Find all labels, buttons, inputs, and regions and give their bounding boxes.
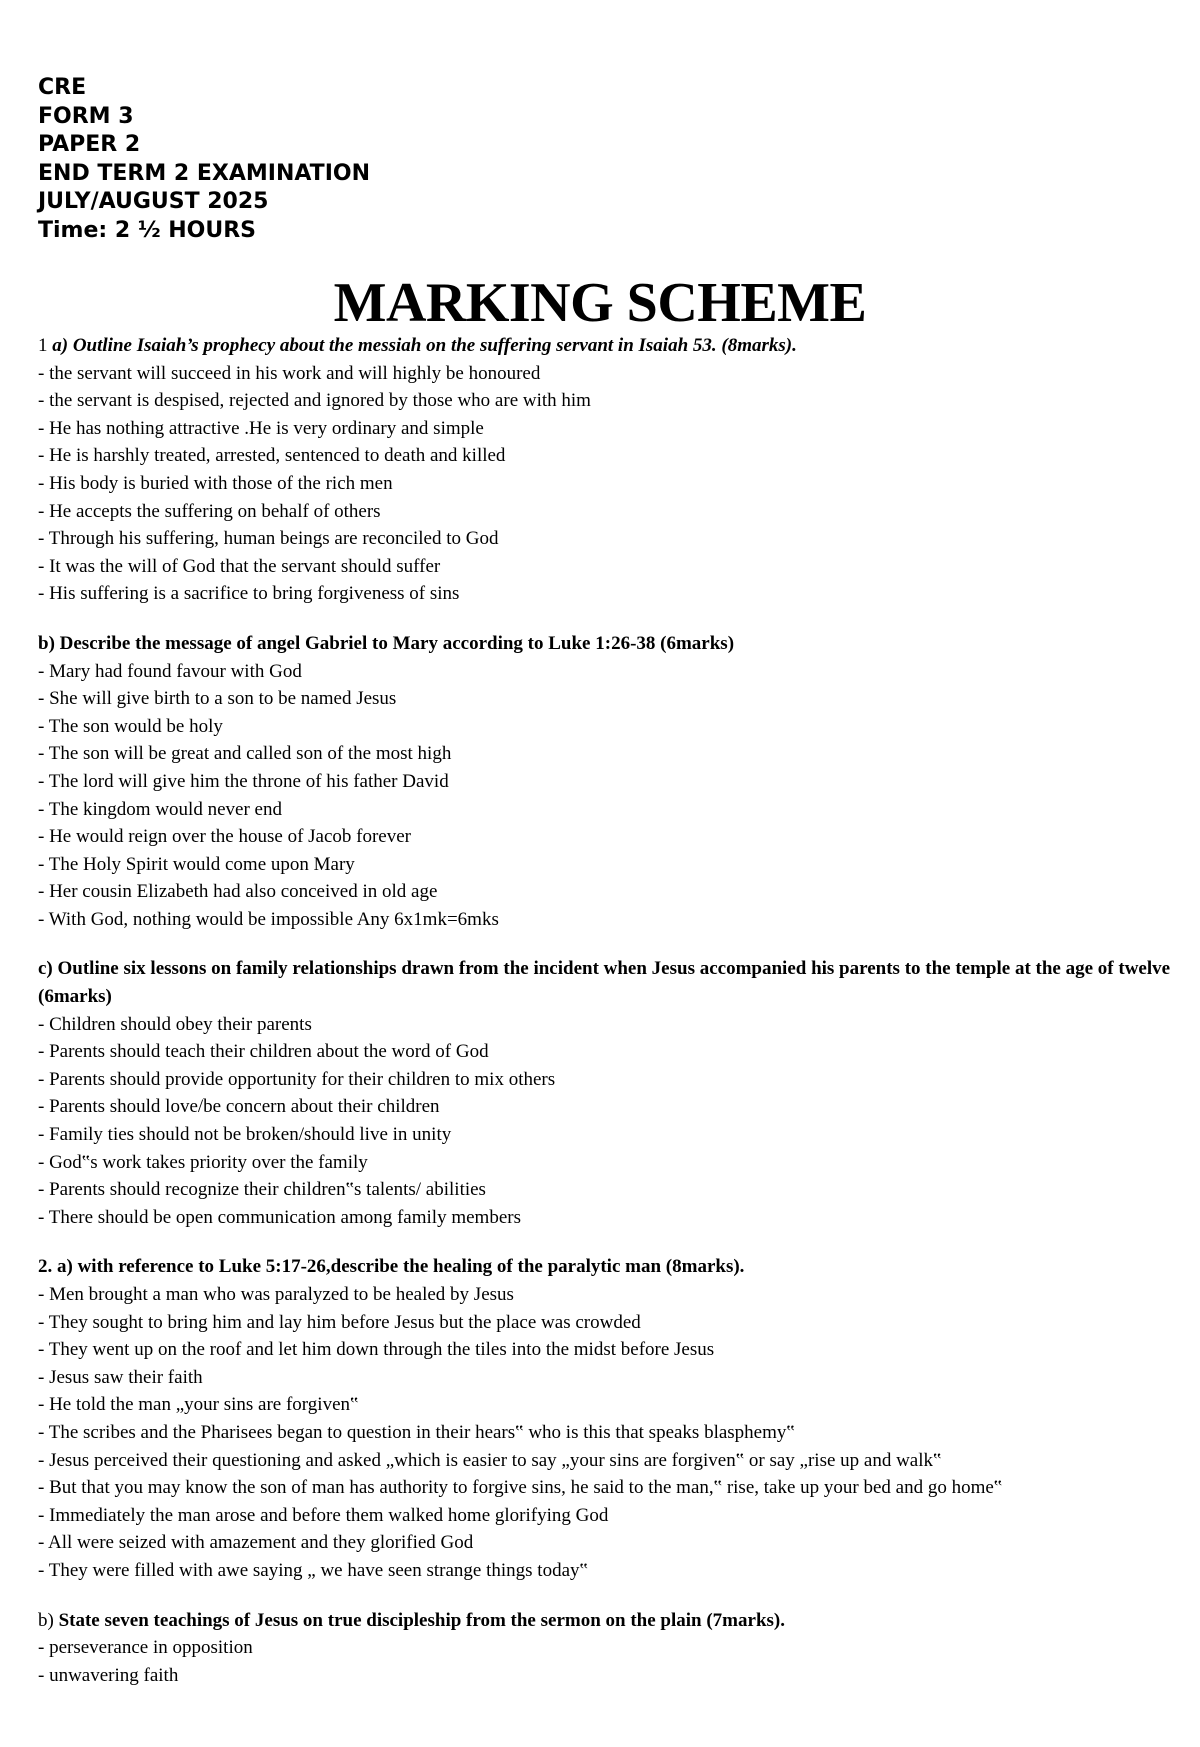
answer-line: - Immediately the man arose and before them walked home glorifying God: [38, 1504, 609, 1526]
answer-line: - God‟s work takes priority over the family: [38, 1151, 368, 1173]
answer-line: - He accepts the suffering on behalf of others: [38, 500, 381, 522]
answer-line: - With God, nothing would be impossible Any 6x1mk=6mks: [38, 908, 499, 930]
answer-line: - They were filled with awe saying „ we have seen strange things today‟: [38, 1559, 588, 1581]
answer-line: - Through his suffering, human beings are reconciled to God: [38, 528, 499, 550]
answer-line: - The son would be holy: [38, 715, 223, 737]
question-1a: [38, 332, 1178, 360]
marking-scheme-body: [38, 332, 1178, 1689]
question-2a: 2. a) with reference to Luke 5:17-26,describe the healing of the paralytic man (8marks).: [38, 1256, 745, 1278]
answer-line: - Parents should recognize their children‟s talents/ abilities: [38, 1179, 486, 1201]
answer-line: - Men brought a man who was paralyzed to be healed by Jesus: [38, 1284, 514, 1305]
answer-line: - His suffering is a sacrifice to bring forgiveness of sins: [38, 583, 460, 605]
answer-line: - But that you may know the son of man has authority to forgive sins, he said to the man,‟ rise, take up your bed and go home‟: [38, 1477, 1003, 1499]
header-time: Time: 2 ½ HOURS: [38, 217, 257, 243]
answer-line: - Mary had found favour with God: [38, 660, 302, 682]
answer-line: - He has nothing attractive .He is very ordinary and simple: [38, 417, 484, 439]
spacer: [38, 1231, 1178, 1253]
spacer: [38, 933, 1178, 955]
answer-line: - The Holy Spirit would come upon Mary: [38, 853, 355, 875]
question-text: a) Outline Isaiah’s prophecy about the messiah on the suffering servant in Isaiah 53. (8marks).: [52, 335, 797, 356]
answer-line: - Parents should love/be concern about their children: [38, 1096, 440, 1118]
answer-line: - The scribes and the Pharisees began to question in their hears‟ who is this that speaks blasphemy‟: [38, 1421, 795, 1443]
header-date: JULY/AUGUST 2025: [38, 189, 269, 214]
answer-line: - It was the will of God that the servant should suffer: [38, 555, 441, 577]
answer-line: - The kingdom would never end: [38, 798, 282, 820]
answer-line: - The lord will give him the throne of his father David: [38, 770, 449, 792]
answer-line: - perseverance in opposition: [38, 1637, 253, 1659]
answer-line: - The son will be great and called son of the most high: [38, 743, 452, 765]
answer-line: - He told the man „your sins are forgiven‟: [38, 1394, 359, 1416]
answer-line: - Children should obey their parents: [38, 1013, 312, 1035]
answer-line: - They went up on the roof and let him down through the tiles into the midst before Jesus: [38, 1339, 715, 1361]
answer-line: - She will give birth to a son to be named Jesus: [38, 688, 397, 710]
question-1b: b) Describe the message of angel Gabriel to Mary according to Luke 1:26-38 (6marks): [38, 632, 735, 654]
answer-line: - Jesus perceived their questioning and asked „which is easier to say „your sins are forgiven‟ or say „rise up and walk‟: [38, 1449, 942, 1471]
header-subject: CRE: [38, 75, 87, 100]
question-prefix: b): [38, 1609, 54, 1631]
question-text: State seven teachings of Jesus on true discipleship from the sermon on the plain (7marks).: [58, 1609, 785, 1631]
answer-line: - the servant will succeed in his work and will highly be honoured: [38, 362, 541, 384]
exam-header: [38, 74, 370, 245]
answer-line: - They sought to bring him and lay him before Jesus but the place was crowded: [38, 1311, 641, 1333]
question-2b: [38, 1607, 1178, 1635]
answer-line: - His body is buried with those of the rich men: [38, 472, 393, 494]
question-1c: c) Outline six lessons on family relationships drawn from the incident when Jesus accompanied his parents to the temple at the age of twelve (6marks): [38, 958, 1171, 1008]
answer-line: - All were seized with amazement and they glorified God: [38, 1532, 474, 1554]
page-title: MARKING SCHEME: [333, 272, 867, 334]
answer-line: - Parents should provide opportunity for their children to mix others: [38, 1068, 556, 1090]
answer-line: - unwavering faith: [38, 1664, 179, 1686]
answer-line: - Jesus saw their faith: [38, 1366, 203, 1388]
answer-line: - Parents should teach their children about the word of God: [38, 1041, 489, 1063]
answer-line: - There should be open communication among family members: [38, 1206, 521, 1228]
question-number: 1: [38, 335, 48, 356]
answer-line: - He is harshly treated, arrested, sentenced to death and killed: [38, 445, 506, 467]
header-paper: PAPER 2: [38, 132, 141, 157]
answer-line: - the servant is despised, rejected and ignored by those who are with him: [38, 390, 591, 412]
answer-line: - He would reign over the house of Jacob forever: [38, 826, 412, 848]
header-form: FORM 3: [38, 103, 134, 129]
answer-line: - Family ties should not be broken/should live in unity: [38, 1124, 452, 1146]
header-exam: END TERM 2 EXAMINATION: [38, 160, 370, 186]
spacer: [38, 608, 1178, 630]
answer-line: - Her cousin Elizabeth had also conceived in old age: [38, 881, 438, 903]
spacer: [38, 1585, 1178, 1607]
